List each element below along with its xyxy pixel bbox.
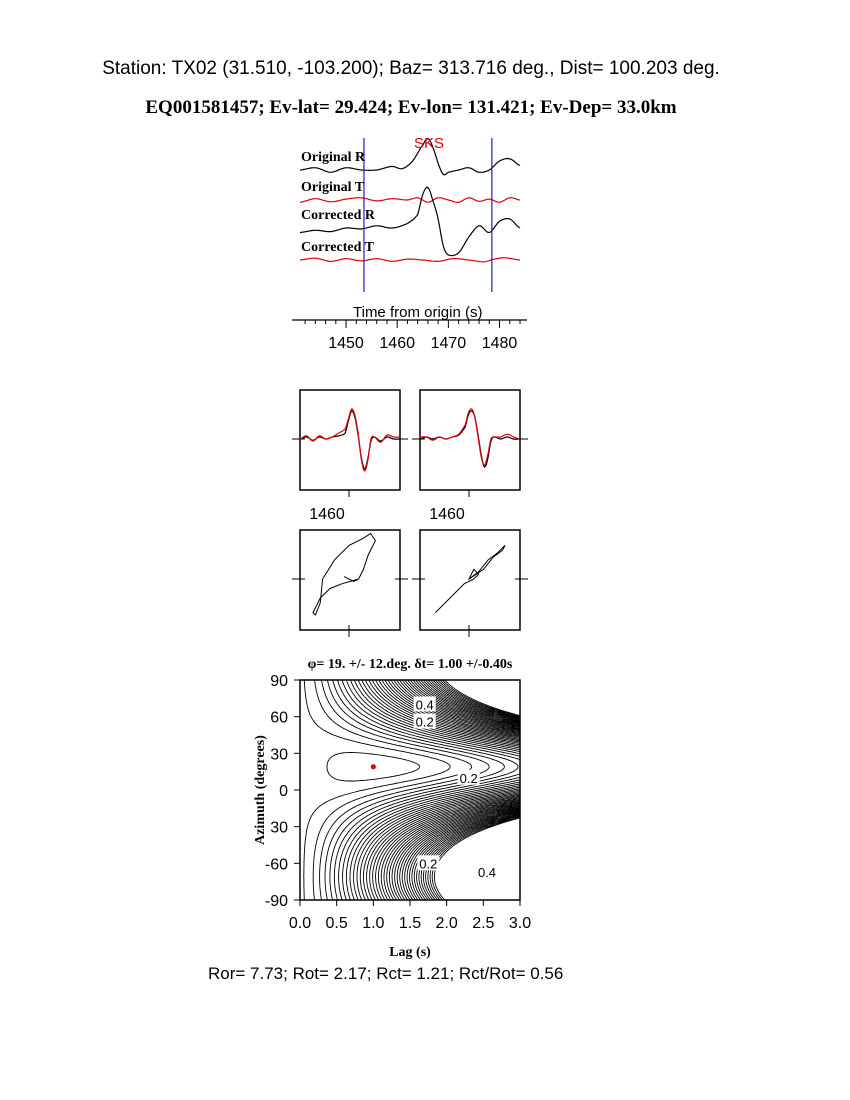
error-surface-panel <box>253 657 531 960</box>
waveform-panels <box>292 390 528 523</box>
station-info: Station: TX02 (31.510, -103.200); Baz= 313.716 deg., Dist= 100.203 deg. <box>102 58 720 79</box>
time-tick-label: 1470 <box>430 335 467 352</box>
contour-label: 0.2 <box>415 714 434 730</box>
lag-tick-label: 2.5 <box>472 915 495 932</box>
lag-tick-label: 0.5 <box>325 915 348 932</box>
lag-axis-label: Lag (s) <box>389 945 431 960</box>
azimuth-tick-label: 30 <box>270 746 288 764</box>
event-info: EQ001581457; Ev-lat= 29.424; Ev-lon= 131.421; Ev-Dep= 33.0km <box>145 97 677 118</box>
waveform-t-trace <box>300 409 400 471</box>
time-tick-label: 1480 <box>481 335 518 352</box>
azimuth-tick-label: 90 <box>270 673 288 690</box>
trace-label-1: Original T <box>301 180 365 195</box>
error-surface-title: φ= 19. +/- 12.deg. δt= 1.00 +/-0.40s <box>307 657 513 672</box>
particle-motion-path <box>435 545 505 612</box>
phase-label: SKS <box>414 135 445 152</box>
trace-label-2: Corrected R <box>301 208 375 223</box>
azimuth-tick-label: -60 <box>264 856 288 874</box>
lag-tick-label: 1.5 <box>398 915 422 932</box>
waveform-tick-label: 1460 <box>309 506 345 523</box>
azimuth-tick-label: 30 <box>270 819 288 837</box>
trace-corrected-t <box>300 258 520 262</box>
trace-label-0: Original R <box>301 150 366 165</box>
trace-original-t <box>300 198 520 203</box>
contour-label: 0.4 <box>477 864 497 880</box>
seismogram-panel <box>292 135 527 352</box>
trace-label-3: Corrected T <box>301 240 374 255</box>
lag-tick-label: 2.0 <box>435 915 458 932</box>
azimuth-tick-label: -90 <box>264 893 288 910</box>
particle-motion-panels <box>292 530 528 637</box>
waveform-tick-label: 1460 <box>429 506 465 523</box>
particle-motion-frame <box>420 530 520 630</box>
azimuth-tick-label: 60 <box>270 709 288 727</box>
azimuth-tick-label: 0 <box>279 783 288 800</box>
lag-tick-label: 3.0 <box>508 915 532 932</box>
contour-label: 0.2 <box>459 770 478 786</box>
contour-label: 0.2 <box>419 856 438 872</box>
splitting-ratios: Ror= 7.73; Rot= 2.17; Rct= 1.21; Rct/Rot= 0.56 <box>208 964 564 983</box>
time-tick-label: 1460 <box>379 335 416 352</box>
lag-tick-label: 1.0 <box>362 915 385 932</box>
azimuth-axis-label: Azimuth (degrees) <box>253 735 268 845</box>
lag-tick-label: 0.0 <box>288 915 312 932</box>
time-axis-label: Time from origin (s) <box>353 304 483 321</box>
particle-motion-path <box>313 533 375 615</box>
best-fit-point <box>371 764 376 769</box>
time-tick-label: 1450 <box>328 335 364 352</box>
contour-label: 0.4 <box>415 697 434 713</box>
